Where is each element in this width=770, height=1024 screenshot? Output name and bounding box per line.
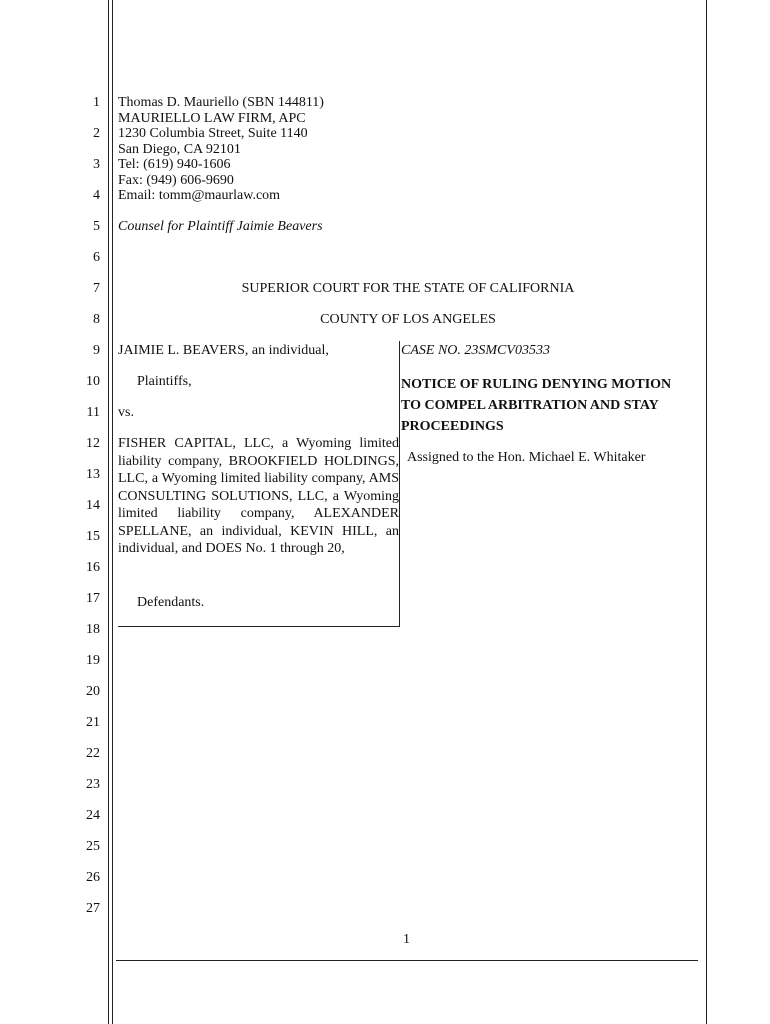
line-number: 12 xyxy=(86,436,100,451)
firm-city: San Diego, CA 92101 xyxy=(118,141,241,157)
line-number: 24 xyxy=(86,808,100,823)
line-number: 21 xyxy=(86,715,100,730)
left-margin-rule-inner xyxy=(112,0,113,1024)
line-number: 18 xyxy=(86,622,100,637)
document-title-line-3: PROCEEDINGS xyxy=(401,419,504,434)
line-number: 1 xyxy=(93,95,100,110)
line-number: 23 xyxy=(86,777,100,792)
firm-name: MAURIELLO LAW FIRM, APC xyxy=(118,110,306,126)
line-number: 14 xyxy=(86,498,100,513)
court-county: COUNTY OF LOS ANGELES xyxy=(320,312,496,327)
plaintiff-name: JAIMIE L. BEAVERS, an individual, xyxy=(118,343,329,358)
left-margin-rule-outer xyxy=(108,0,109,1024)
firm-email: Email: tomm@maurlaw.com xyxy=(118,188,281,203)
line-number: 20 xyxy=(86,684,100,699)
defendants-list: FISHER CAPITAL, LLC, a Wyoming limited liability company, BROOKFIELD HOLDINGS, LLC, a Wyoming limited liability company, AMS CONSULTING SOLUTIONS, LLC, a Wyoming limited liability company, ALEXANDER SPELLANE, an individual, KEVIN HILL, an individual, and DOES No. 1 through 20, xyxy=(118,436,399,556)
case-number: CASE NO. 23SMCV03533 xyxy=(401,343,550,358)
caption-divider-rule xyxy=(399,341,400,627)
counsel-for: Counsel for Plaintiff Jaimie Beavers xyxy=(118,219,323,234)
line-number: 7 xyxy=(93,281,100,296)
document-title-line-2: TO COMPEL ARBITRATION AND STAY xyxy=(401,398,659,413)
line-number: 17 xyxy=(86,591,100,606)
line-number: 11 xyxy=(86,405,100,420)
line-number: 4 xyxy=(93,188,100,203)
line-number: 27 xyxy=(86,901,100,916)
line-number: 10 xyxy=(86,374,100,389)
line-number: 16 xyxy=(86,560,100,575)
defendant-role: Defendants. xyxy=(137,595,205,610)
line-number: 2 xyxy=(93,126,100,141)
line-number: 5 xyxy=(93,219,100,234)
page-number: 1 xyxy=(403,932,410,947)
line-number: 26 xyxy=(86,870,100,885)
right-margin-rule xyxy=(706,0,707,1024)
firm-tel: Tel: (619) 940-1606 xyxy=(118,157,231,172)
line-number: 8 xyxy=(93,312,100,327)
line-number: 6 xyxy=(93,250,100,265)
firm-fax: Fax: (949) 606-9690 xyxy=(118,172,234,188)
document-title-line-1: NOTICE OF RULING DENYING MOTION xyxy=(401,377,672,392)
line-number: 13 xyxy=(86,467,100,482)
court-name: SUPERIOR COURT FOR THE STATE OF CALIFORNIA xyxy=(241,281,575,296)
line-number: 22 xyxy=(86,746,100,761)
line-number: 19 xyxy=(86,653,100,668)
assigned-judge: Assigned to the Hon. Michael E. Whitaker xyxy=(407,450,646,465)
line-number: 15 xyxy=(86,529,100,544)
line-number: 9 xyxy=(93,343,100,358)
line-number: 25 xyxy=(86,839,100,854)
footer-rule xyxy=(116,960,698,961)
firm-street: 1230 Columbia Street, Suite 1140 xyxy=(118,126,308,141)
versus: vs. xyxy=(118,405,134,420)
attorney-name: Thomas D. Mauriello (SBN 144811) xyxy=(118,95,324,110)
plaintiff-role: Plaintiffs, xyxy=(137,374,192,389)
line-number: 3 xyxy=(93,157,100,172)
caption-bottom-rule xyxy=(118,626,400,627)
